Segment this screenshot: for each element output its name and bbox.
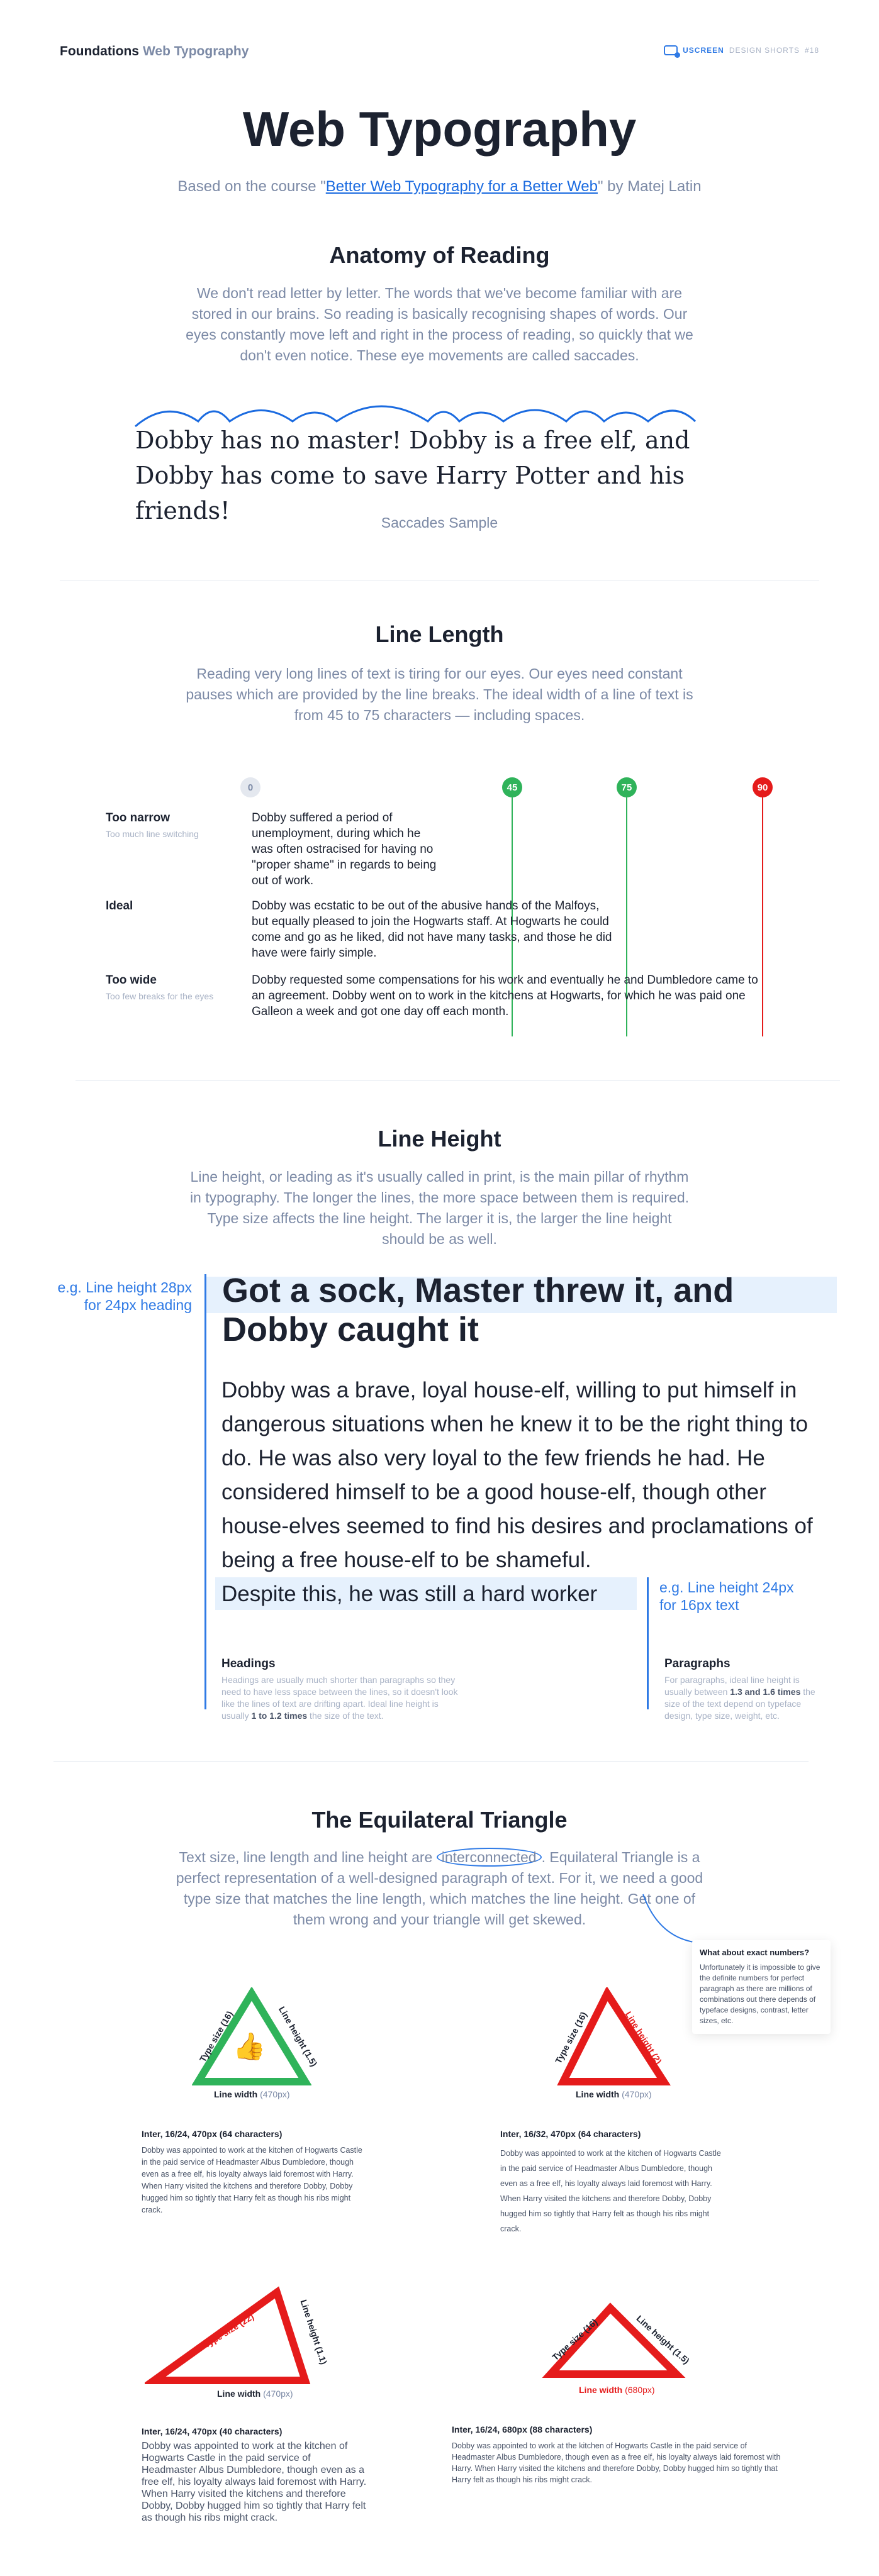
triangle-1-line-width: Line width (470px) [214,2089,290,2099]
triangle-text [169,1847,710,1930]
uscreen-logo-icon [664,45,678,55]
triangle-1-type-size: Type size (16) [197,2009,235,2064]
brand[interactable] [60,44,249,59]
col-paragraphs-title: Paragraphs [664,1657,731,1670]
text-line-height-note: e.g. Line height 24px for 16px text [659,1579,794,1613]
example-2-text: Dobby was appointed to work at the kitchen of Hogwarts Castle in the paid service of Headmaster Albus Dumbledore, though even as a free elf, his loyalty always laid foremost with Harry. When Harry visited the kitchens and therefore Dobby, Dobby hugged him so tightly that Harry felt as though his ribs might crack. [500,2149,721,2233]
heading-line-height-note: e.g. Line height 28px for 24px heading [57,1279,192,1313]
lead-prefix: Based on the course " [177,178,326,195]
col-headings-bold: 1 to 1.2 times [251,1711,308,1721]
col-headings-title: Headings [221,1657,276,1670]
anatomy-text: We don't read letter by letter. The words that we've become familiar with are stored in our brains. So reading is basically recognising shapes of words. Our eyes constantly move left and right in the process of reading, so quickly that we don't even notice. These eye movements are called saccades. [186,285,693,364]
anatomy-heading: Anatomy of Reading [329,242,550,268]
line-height-heading: Line Height [378,1126,501,1152]
row-text-wide: Dobby requested some compensations for his work and eventually he and Dumbledore came to an agreement. Dobby went on to work in the kitchens at Hogwarts, for which he was paid one Galleon a week and got one day off each month. [252,974,758,1018]
sample-last-line: Despite this, he was still a hard worker [221,1582,598,1606]
marker-45: 45 [502,777,522,797]
example-3-title: Inter, 16/24, 470px (40 characters) [142,2426,283,2436]
triangle-4-line-height: Line height (1.5) [634,2313,691,2366]
triangle-text-b: . Equilateral Triangle is a perfect representation of a well-designed paragraph of text. For it, we need a good type size that matches the line length, which matches the line height. Get one of them wrong and your triangle will get skewed. [176,1849,703,1928]
row-label-wide: Too wide [106,974,157,987]
triangle-text-a: Text size, line length and line height are [179,1849,437,1865]
row-label-ideal: Ideal [106,899,133,913]
thumbs-up-icon: 👍 [233,2031,266,2061]
triangle-3-line-width: Line width (470px) [217,2389,293,2399]
divider [53,1761,809,1762]
example-1-text: Dobby was appointed to work at the kitchen of Hogwarts Castle in the paid service of Headmaster Albus Dumbledore, though even as a free elf, his loyalty always laid foremost with Harry. When Harry visited the kitchens and therefore Dobby, Dobby hugged him so tightly that Harry felt as though his ribs might crack. [142,2146,362,2214]
lead-text [0,178,879,196]
badge-number: #18 [804,46,819,55]
row-text-ideal: Dobby was ecstatic to be out of the abusive hands of the Malfoys, but equally pleased to join the Hogwarts staff. At Hogwarts he could come and go as he liked, did not have many tasks, and those he did have were fairly simple. [252,899,612,960]
exact-numbers-note [692,1940,831,2034]
col-para-text-b: the size of the text depend on typeface design, type size, weight, etc. [664,1687,815,1721]
triangle-bad-type-size [145,2286,315,2393]
example-4-title: Inter, 16/24, 680px (88 characters) [452,2424,593,2434]
sample-body: Dobby was a brave, loyal house-elf, willing to put himself in dangerous situations when he knew it to be the right thing to do. He was also very loyal to the few friends he had. He considered himself to be a good house-elf, though other house-elves seemed to find his desires and proclamations of being a free house-elf to be shameful. [221,1378,813,1572]
triangle-2-type-size: Type size (16) [553,2010,589,2065]
brand-title: Foundations [60,44,139,58]
lead-suffix: " by Matej Latin [597,178,702,195]
col-headings-text [221,1674,467,1722]
triangle-4-line-width: Line width (680px) [579,2385,655,2395]
line-length-text: Reading very long lines of text is tiring for our eyes. Our eyes need constant pauses which are provided by the line breaks. The ideal width of a line of text is from 45 to 75 characters — including spaces. [186,665,693,723]
circled-word: interconnected [437,1848,542,1867]
badge-brand: USCREEN [683,46,724,55]
line-height-text: Line height, or leading as it's usually called in print, is the main pillar of rhythm in typography. The longer the lines, the more space between them is required. Type size affects the line height. The larger it is, the larger the line height should be as well. [189,1169,690,1247]
triangle-3-line-height: Line height (1.1) [298,2298,329,2366]
line-length-heading: Line Length [375,621,504,647]
triangle-heading: The Equilateral Triangle [311,1807,568,1833]
brand-subtitle: Web Typography [142,44,249,58]
triangle-3-type-size: Type size (22) [201,2311,256,2350]
example-4-text: Dobby was appointed to work at the kitchen of Hogwarts Castle in the paid service of Headmaster Albus Dumbledore, though even as a free elf, his loyalty always laid foremost with Harry. When Harry visited the kitchens and therefore Dobby, Dobby hugged him so tightly that Harry felt as though his ribs might crack. [452,2441,781,2484]
badge-text: DESIGN SHORTS [729,46,800,55]
col-headings-text-b: the size of the text. [307,1711,384,1721]
row-sub-narrow: Too much line switching [106,829,199,839]
uscreen-badge[interactable] [664,45,819,55]
marker-90: 90 [753,777,773,797]
note-text: Unfortunately it is impossible to give the definite numbers for perfect paragraph as there are millions of combinations out there depends of typeface designs, contrast, letter sizes, etc. [700,1963,820,2025]
text-guide-line [647,1577,649,1709]
col-para-bold: 1.3 and 1.6 times [730,1687,801,1697]
row-text-narrow: Dobby suffered a period of unemployment, during which he was often ostracised for having no "proper shame" in regards to being out of work. [252,811,437,887]
note-title: What about exact numbers? [700,1948,810,1957]
saccades-caption: Saccades Sample [381,514,498,531]
col-para-text-a: For paragraphs, ideal line height is usually between [664,1675,800,1697]
sample-heading: Got a sock, Master threw it, and Dobby caught it [222,1272,734,1348]
marker-75: 75 [617,777,637,797]
row-sub-wide: Too few breaks for the eyes [106,991,214,1001]
triangle-1-line-height: Line height (1.5) [276,2004,320,2068]
saccades-sample: Dobby has no master! Dobby is a free elf, and Dobby has come to save Harry Potter and his friends! [135,426,690,525]
example-3-text: Dobby was appointed to work at the kitchen of Hogwarts Castle in the paid service of Headmaster Albus Dumbledore, though even as a free elf, his loyalty always laid foremost with Harry. When Harry visited the kitchens and therefore Dobby, Dobby hugged him so tightly that Harry felt as though his ribs might crack. [142,2441,367,2523]
col-headings-text-a: Headings are usually much shorter than paragraphs so they need to have less space between the lines, so it doesn't look like the lines of text are drifting apart. Ideal line height is usually [221,1675,458,1721]
triangle-2-line-height: Line height (2) [623,2009,664,2066]
marker-0: 0 [240,777,260,797]
page-title: Web Typography [242,101,637,157]
col-paragraphs-text [664,1674,819,1722]
example-1-title: Inter, 16/24, 470px (64 characters) [142,2129,283,2139]
divider [76,1080,840,1081]
example-2-title: Inter, 16/32, 470px (64 characters) [500,2129,641,2139]
row-label-narrow: Too narrow [106,811,171,824]
triangle-4-type-size: Type size (16) [550,2316,600,2363]
triangle-2-line-width: Line width (470px) [576,2089,652,2099]
course-link[interactable]: Better Web Typography for a Better Web [325,178,598,195]
